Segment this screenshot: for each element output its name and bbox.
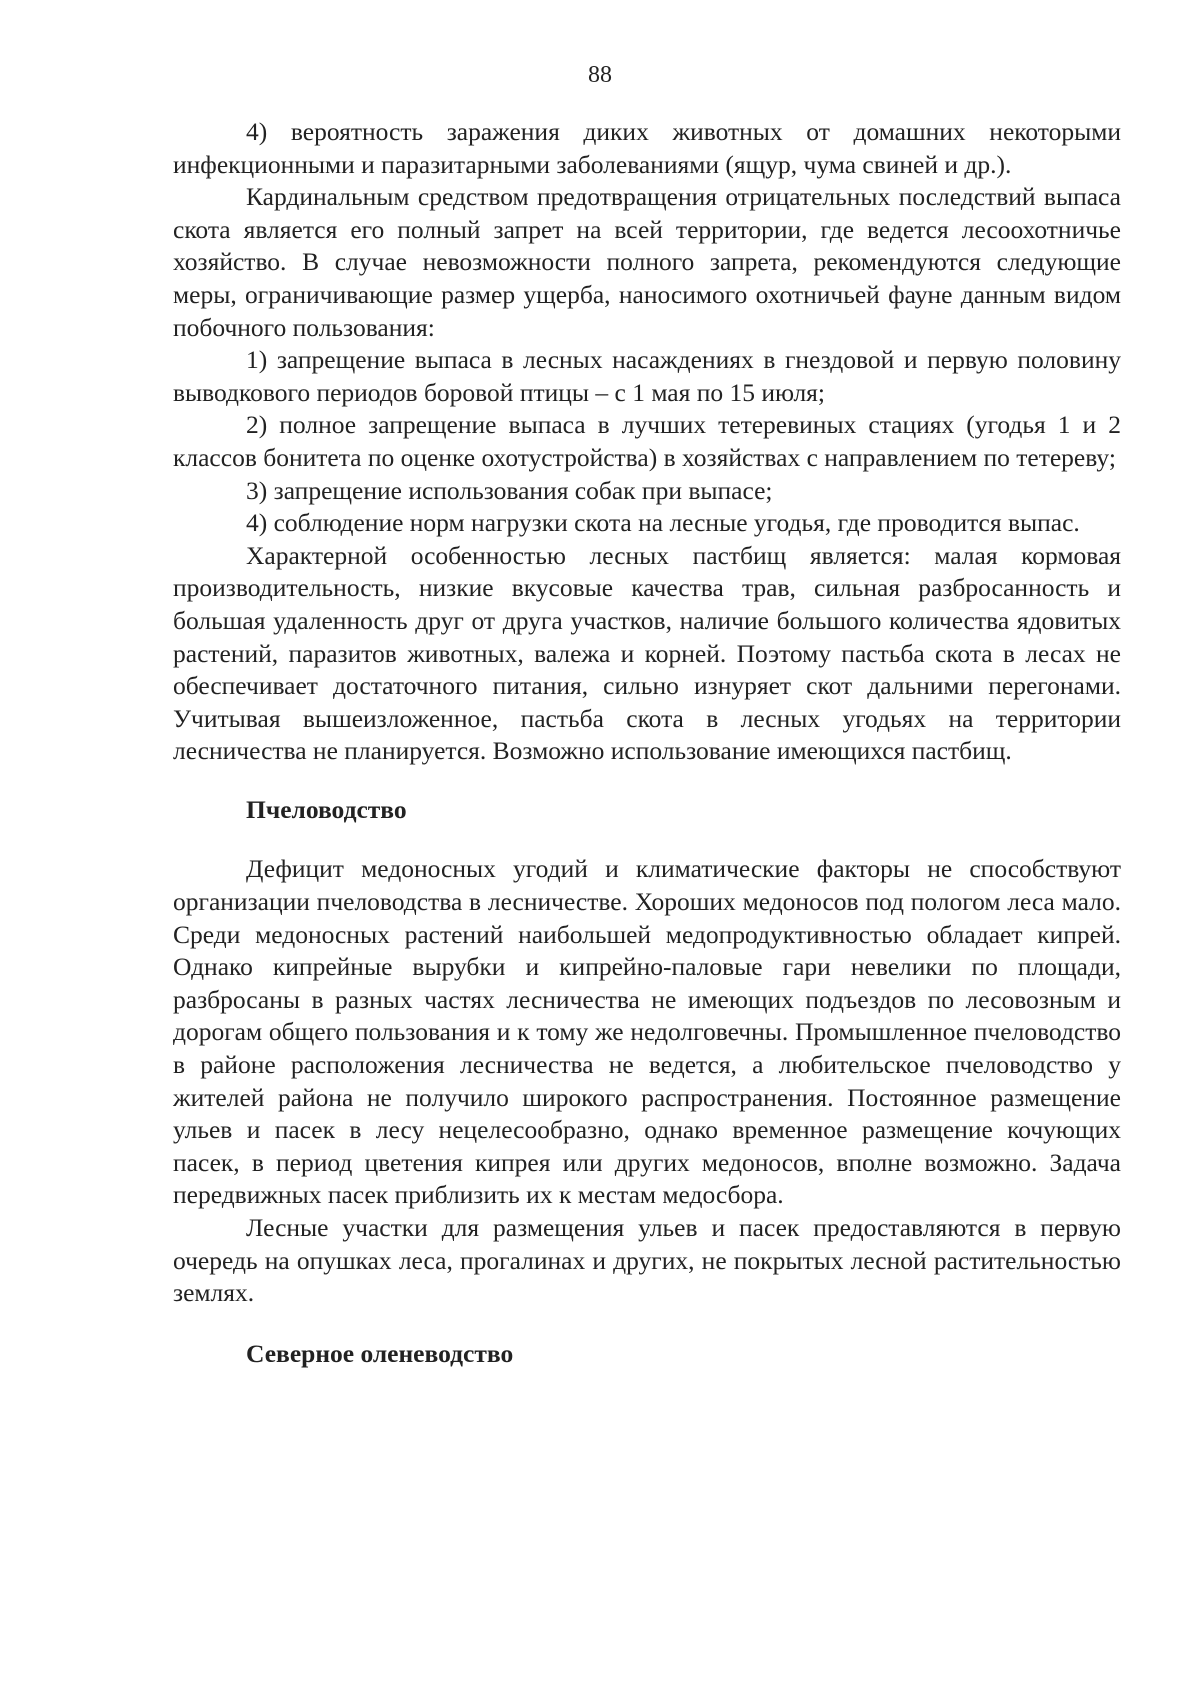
list-item-measure-4: 4) соблюдение норм нагрузки скота на лесные угодья, где проводится выпас. (246, 508, 1080, 538)
section-heading-reindeer: Северное оленеводство (246, 1338, 514, 1368)
document-body (173, 116, 1121, 1370)
paragraph-forest-pastures: Характерной особенностью лесных пастбищ является: малая кормовая производительность, низкие вкусовые качества трав, сильная разбросанность и большая удаленность друг от друга участков, наличие большого количества ядовитых растений, паразитов животных, валежа и корней. Поэтому пастьба скота в лесах не обеспечивает достаточного питания, сильно изнуряет скот дальними перегонами. Учитывая вышеизложенное, пастьба скота в лесных угодьях на территории лесничества не планируется. Возможно использование имеющихся пастбищ. (173, 540, 1121, 766)
paragraph-grazing-ban: Кардинальным средством предотвращения отрицательных последствий выпаса скота является его полный запрет на всей территории, где ведется лесоохотничье хозяйство. В случае невозможности полного запрета, рекомендуются следующие меры, ограничивающие размер ущерба, наносимого охотничьей фауне данным видом побочного пользования: (173, 182, 1121, 342)
paragraph-infection-risk: 4) вероятность заражения диких животных от домашних некоторыми инфекционными и паразитарными заболеваниями (ящур, чума свиней и др.). (173, 117, 1121, 179)
section-heading-beekeeping: Пчеловодство (246, 794, 407, 824)
list-item-measure-3: 3) запрещение использования собак при выпасе; (246, 475, 773, 505)
page-number: 88 (588, 62, 612, 88)
paragraph-beekeeping-deficit: Дефицит медоносных угодий и климатические факторы не способствуют организации пчеловодства в лесничестве. Хороших медоносов под пологом леса мало. Среди медоносных растений наибольшей медопродуктивностью обладает кипрей. Однако кипрейные вырубки и кипрейно-паловые гари невелики по площади, разбросаны в разных частях лесничества не имеющих подъездов по лесовозным и дорогам общего пользования и к тому же недолговечны. Промышленное пчеловодство в районе расположения лесничества не ведется, а любительское пчеловодство у жителей района не получило широкого распространения. Постоянное размещение ульев и пасек в лесу нецелесообразно, однако временное размещение кочующих пасек, в период цветения кипрея или других медоносов, вполне возможно. Задача передвижных пасек приблизить их к местам медосбора. (173, 854, 1121, 1210)
list-item-measure-1: 1) запрещение выпаса в лесных насаждениях в гнездовой и первую половину выводкового периодов боровой птицы – с 1 мая по 15 июля; (173, 345, 1121, 407)
list-item-measure-2: 2) полное запрещение выпаса в лучших тетеревиных стациях (угодья 1 и 2 классов бонитета по оценке охотустройства) в хозяйствах с направлением по тетереву; (173, 410, 1121, 472)
paragraph-apiary-placement: Лесные участки для размещения ульев и пасек предоставляются в первую очередь на опушках леса, прогалинах и других, не покрытых лесной растительностью землях. (173, 1213, 1121, 1308)
